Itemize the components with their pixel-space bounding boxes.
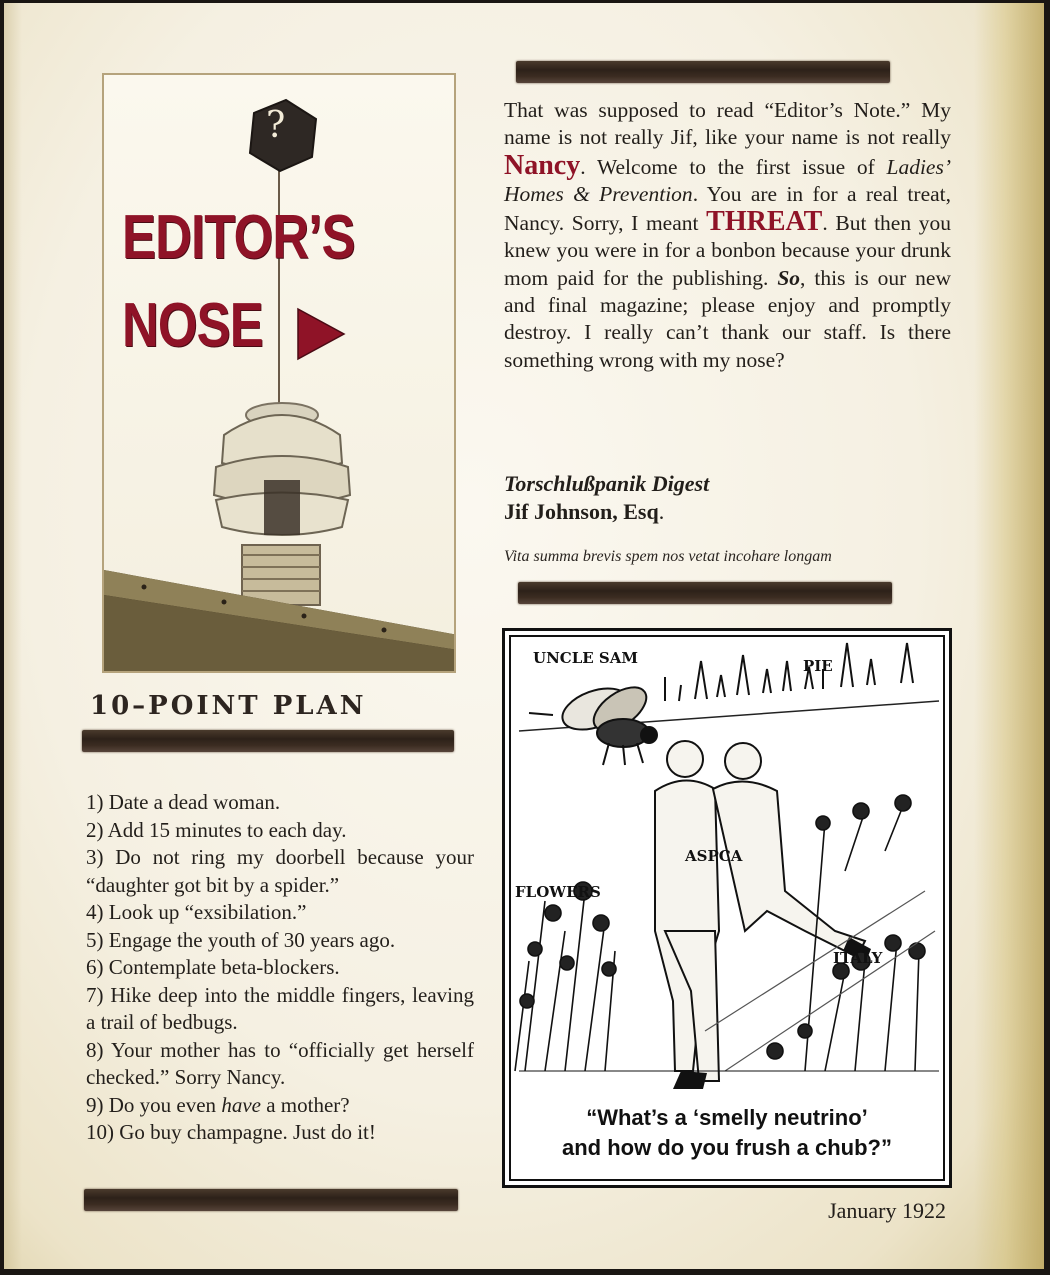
caption-line: and how do you frush a chub?” <box>562 1135 892 1160</box>
list-item: 2) Add 15 minutes to each day. <box>86 817 347 842</box>
editors-nose-title-line2: NOSE <box>122 291 263 360</box>
divider-rule <box>84 1189 458 1211</box>
signature-block <box>504 470 951 526</box>
label-uncle-sam: UNCLE SAM <box>533 649 639 667</box>
label-aspca: ASPCA <box>685 847 743 865</box>
political-cartoon <box>502 628 952 1188</box>
editor-name: Jif Johnson, Esq <box>504 499 659 524</box>
list-item-emphasis: have <box>221 1092 261 1117</box>
lamp-illustration <box>104 75 456 673</box>
editor-name-suffix: . <box>658 499 665 524</box>
lamp-question-mark: ? <box>266 105 286 146</box>
plan-list <box>86 789 474 1147</box>
magazine-name: Ladies’ Homes & Prevention <box>504 154 951 206</box>
issue-date: January 1922 <box>828 1198 946 1223</box>
editors-nose-title-line1: EDITOR’S <box>122 203 355 272</box>
note-text: , this is our new and final magazine; please enjoy and promptly destroy. I really can’t thank our staff. Is there something wrong with my nose? <box>504 265 951 372</box>
label-italy: ITALY <box>833 949 883 967</box>
editors-nose-illustration <box>102 73 456 673</box>
paper-edge-left <box>4 3 22 1269</box>
list-item: 7) Hike deep into the middle fingers, leaving a trail of bedbugs. <box>86 982 474 1034</box>
divider-rule <box>518 582 892 604</box>
list-item: 5) Engage the youth of 30 years ago. <box>86 927 396 952</box>
note-text: . Welcome to the first issue of <box>580 154 887 179</box>
list-item <box>86 1092 474 1120</box>
list-item: 4) Look up “exsibilation.” <box>86 900 307 924</box>
so-emphasis: So <box>777 265 801 290</box>
note-text: That was supposed to read “Editor’s Note.” My name is not really Jif, like your name is not really <box>504 98 951 150</box>
list-item: 3) Do not ring my doorbell because your “daughter got bit by a spider.” <box>86 845 474 897</box>
list-item: 1) Date a dead woman. <box>86 790 281 814</box>
latin-motto: Vita summa brevis spem nos vetat incohare longam <box>504 548 832 565</box>
name-highlight: Nancy <box>504 149 581 181</box>
cartoon-caption <box>519 1103 935 1163</box>
magazine-page <box>4 3 1044 1269</box>
plan-title: 10–POINT PLAN <box>90 691 367 721</box>
cartoon-drawing <box>505 631 949 1185</box>
editor-note-body <box>504 97 951 374</box>
divider-rule <box>516 61 890 83</box>
list-item-text: 9) Do you even <box>86 1092 222 1117</box>
threat-highlight: THREAT <box>706 206 823 238</box>
paper-edge-right <box>974 3 1044 1269</box>
label-pie: PIE <box>803 657 833 675</box>
bee-icon <box>529 679 658 765</box>
triangle-right-icon <box>296 307 346 361</box>
label-flowers: FLOWERS <box>515 883 601 901</box>
divider-rule <box>82 730 454 752</box>
publication-name: Torschlußpanik Digest <box>504 471 710 496</box>
list-item: 6) Contemplate beta-blockers. <box>86 955 340 979</box>
note-text: . But then you knew you were in for a bonbon because your drunk mom paid for the publishing. <box>504 211 951 290</box>
caption-line: “What’s a ‘smelly neutrino’ <box>586 1105 868 1130</box>
note-text: . You are in for a real treat, Nancy. Sorry, I meant <box>504 181 951 236</box>
list-item: 8) Your mother has to “officially get herself checked.” Sorry Nancy. <box>86 1037 474 1089</box>
list-item: 10) Go buy champagne. Just do it! <box>86 1120 376 1144</box>
list-item-text: a mother? <box>260 1092 350 1117</box>
